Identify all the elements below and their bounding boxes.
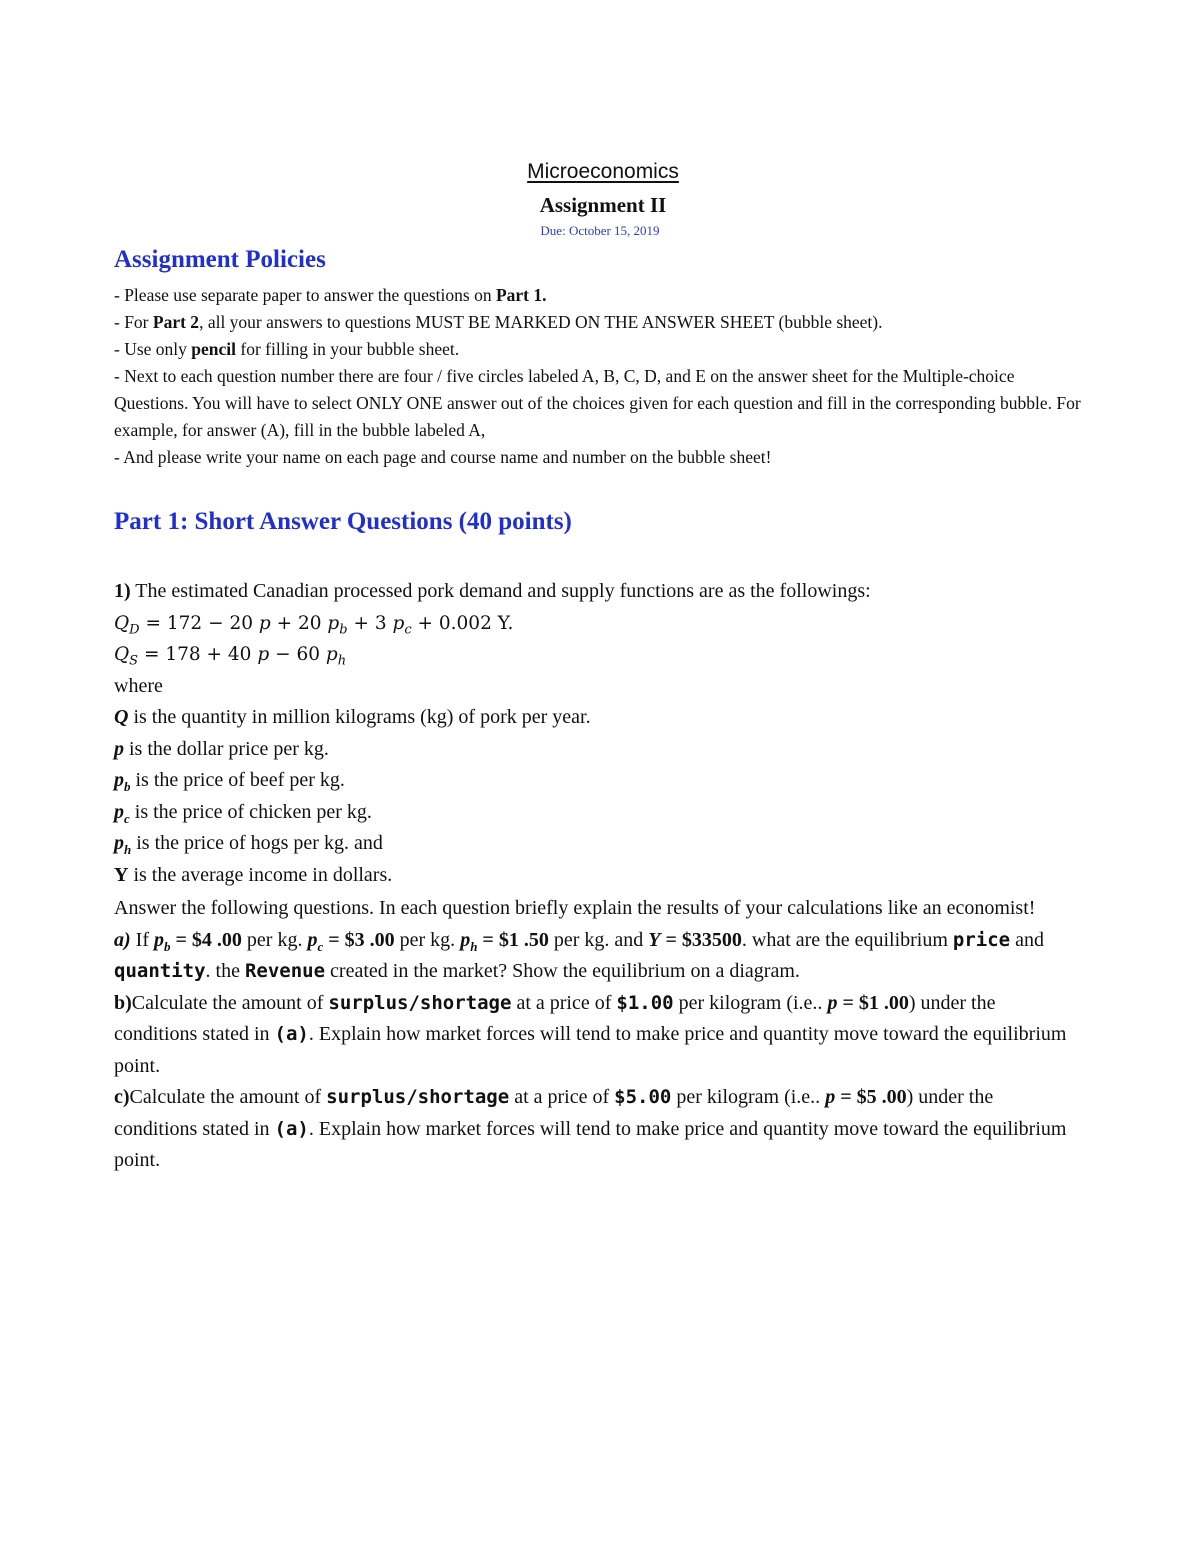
where-label: where bbox=[114, 674, 163, 697]
part1-heading: Part 1: Short Answer Questions (40 points) bbox=[114, 508, 572, 535]
policies-list bbox=[114, 282, 1084, 471]
policy-item: - For Part 2, all your answers to questions MUST BE MARKED ON THE ANSWER SHEET (bubble sheet). bbox=[114, 312, 883, 332]
policy-item: - Please use separate paper to answer the questions on Part 1. bbox=[114, 285, 547, 305]
course-title: Microeconomics bbox=[527, 160, 679, 183]
question-b: b)Calculate the amount of surplus/shortage at a price of $1.00 per kilogram (i.e.. p = $1 .00) under the conditions stated in (a). Explain how market forces will tend to make price and quantity move toward the equilibrium point. bbox=[114, 991, 1067, 1077]
definition-q: Q is the quantity in million kilograms (kg) of pork per year. bbox=[114, 706, 591, 728]
question-1: 1) The estimated Canadian processed pork demand and supply functions are as the followings: bbox=[114, 580, 871, 602]
definition-pb: $p_b$ is the price of beef per kg. bbox=[114, 769, 345, 794]
policies-heading: Assignment Policies bbox=[114, 246, 326, 273]
question-a: a) If $p_b$ = $4 .00 per kg. $p_c$ = $3 .00 per kg. $p_h$ = $1 .50 per kg. and Y = $33500. what are the equilibrium price and quantity. the Revenue created in the market? Show the equilibrium on a diagram. bbox=[114, 928, 1045, 982]
definition-y: Y is the average income in dollars. bbox=[114, 863, 393, 886]
definition-ph: $p_h$ is the price of hogs per kg. and bbox=[114, 832, 383, 857]
question-c: c)Calculate the amount of surplus/shortage at a price of $5.00 per kilogram (i.e.. p = $5 .00) under the conditions stated in (a). Explain how market forces will tend to make price and quantity move toward the equilibrium point. bbox=[114, 1086, 1067, 1171]
supply-equation: $Q_S = 178 + 40$ p − 60 $p_h$ bbox=[114, 644, 347, 669]
due-date: Due: October 15, 2019 bbox=[540, 223, 660, 238]
demand-equation: $Q_D = 172 - 20$ p + 20 $p_b + 3$ $p_c + 0.002$ Y. bbox=[114, 612, 514, 638]
policy-item: - Use only pencil for filling in your bubble sheet. bbox=[114, 339, 460, 359]
policy-item: - And please write your name on each page and course name and number on the bubble sheet! bbox=[114, 447, 772, 467]
definition-p: p is the dollar price per kg. bbox=[114, 737, 329, 760]
part1-content bbox=[114, 576, 1074, 1177]
instructions: Answer the following questions. In each question briefly explain the results of your calculations like an economist! bbox=[114, 897, 1036, 919]
policy-item: - Next to each question number there are four / five circles labeled A, B, C, D, and E on the answer sheet for the Multiple-choice Questions. You will have to select ONLY ONE answer out of the choices given for each question and fill in the corresponding bubble. For example, for answer (A), fill in the bubble labeled A, bbox=[114, 366, 1081, 440]
assignment-title: Assignment II bbox=[539, 193, 667, 217]
definition-pc: $p_c$ is the price of chicken per kg. bbox=[114, 800, 372, 826]
